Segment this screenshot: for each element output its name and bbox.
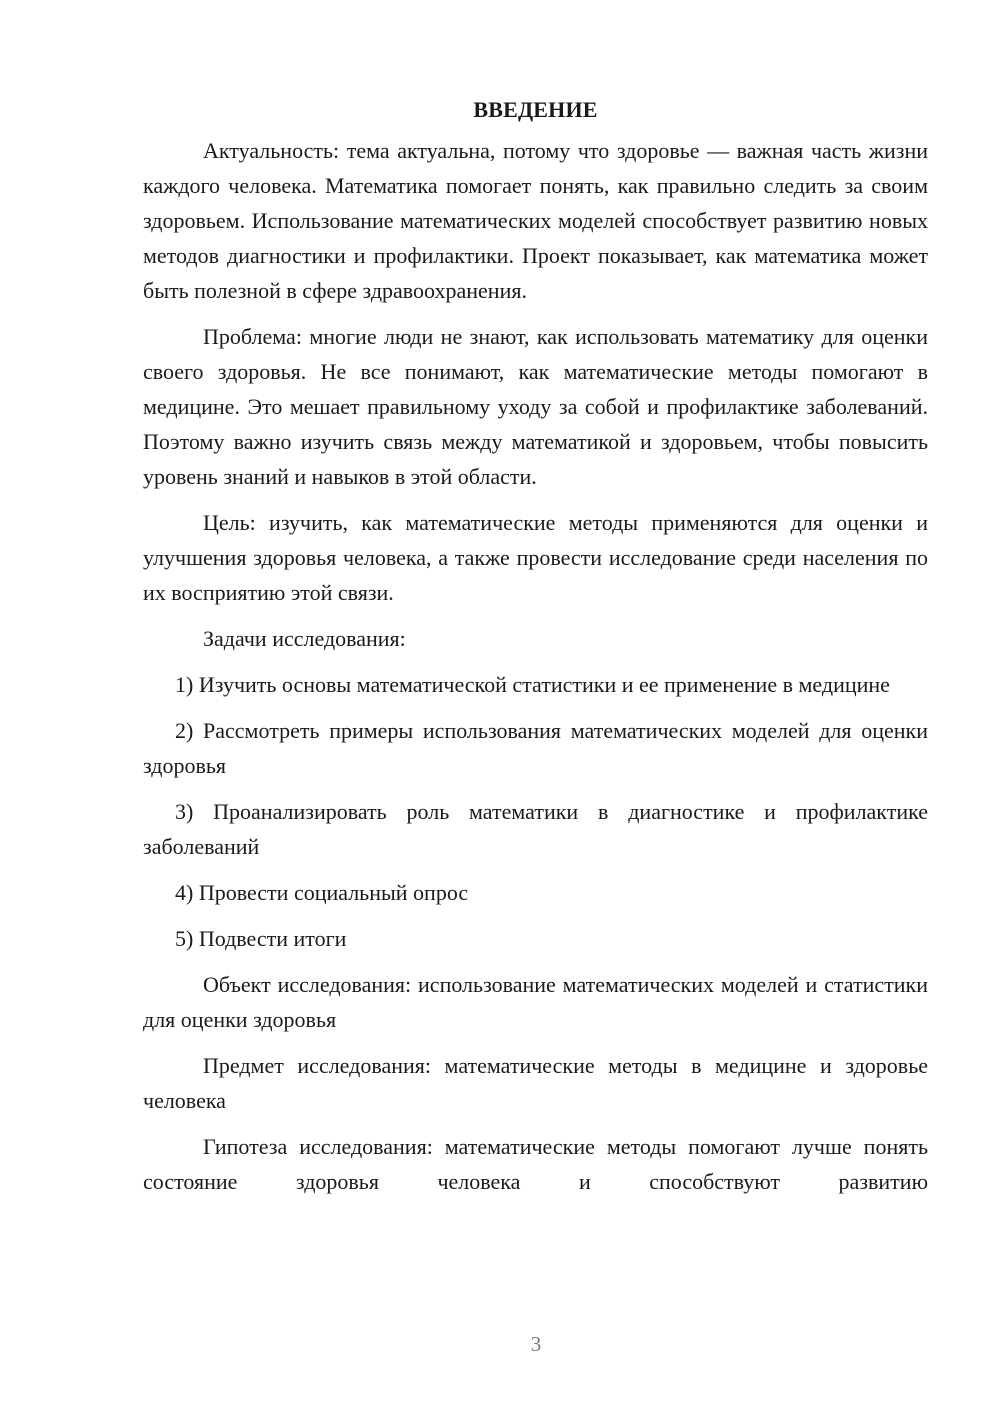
object-paragraph: Объект исследования: использование математических моделей и статистики для оценки здоровья — [143, 972, 928, 1032]
subject-paragraph: Предмет исследования: математические методы в медицине и здоровье человека — [143, 1053, 928, 1113]
page-number: 3 — [530, 1332, 542, 1356]
hypothesis-paragraph: Гипотеза исследования: математические методы помогают лучше понять состояние здоровья человека и способствуют развитию — [143, 1134, 928, 1194]
problem-paragraph: Проблема: многие люди не знают, как использовать математику для оценки своего здоровья. Не все понимают, как математические методы помогают в медицине. Это мешает правильному уходу за собой и профилактике заболеваний. Поэтому важно изучить связь между математикой и здоровьем, чтобы повысить уровень знаний и навыков в этой области. — [143, 324, 928, 489]
task-item-3: 3) Проанализировать роль математики в диагностике и профилактике заболеваний — [143, 799, 928, 859]
task-item-4: 4) Провести социальный опрос — [175, 880, 469, 905]
section-title: ВВЕДЕНИЕ — [473, 97, 598, 122]
page-content — [143, 92, 928, 1210]
tasks-heading: Задачи исследования: — [203, 626, 406, 651]
task-item-1: 1) Изучить основы математической статистики и ее применение в медицине — [175, 672, 890, 697]
task-item-2: 2) Рассмотреть примеры использования математических моделей для оценки здоровья — [143, 718, 928, 778]
goal-paragraph: Цель: изучить, как математические методы применяются для оценки и улучшения здоровья человека, а также провести исследование среди населения по их восприятию этой связи. — [143, 510, 928, 605]
task-item-5: 5) Подвести итоги — [175, 926, 347, 951]
relevance-paragraph: Актуальность: тема актуальна, потому что здоровье — важная часть жизни каждого человека. Математика помогает понять, как правильно следить за своим здоровьем. Использование математических моделей способствует развитию новых методов диагностики и профилактики. Проект показывает, как математика может быть полезной в сфере здравоохранения. — [143, 138, 928, 303]
